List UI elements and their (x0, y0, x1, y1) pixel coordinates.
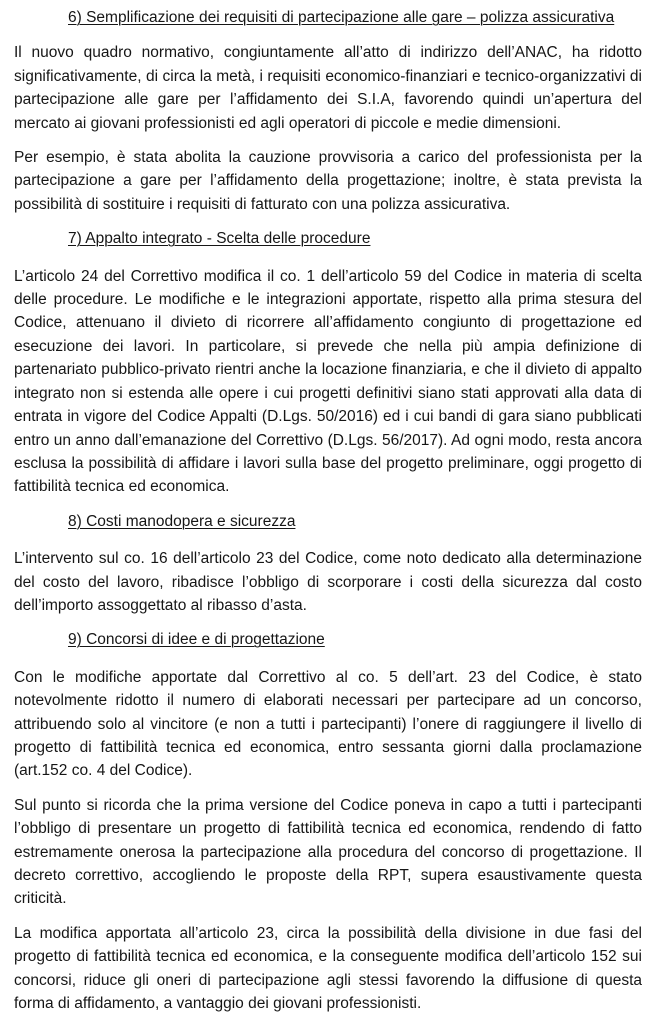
section-heading: 7) Appalto integrato - Scelta delle procedure (68, 230, 371, 248)
paragraph: Il nuovo quadro normativo, congiuntamente all’atto di indirizzo dell’ANAC, ha ridotto significativamente, di circa la metà, i requisiti economico-finanziari e tecnico-organizzativi di partecipazione alle gare per l’affidamento dei S.I.A, favorendo quindi un’apertura del mercato ai giovani professionisti ed agli operatori di piccole e medie dimensioni. (14, 44, 642, 132)
section-7-appalto-integrato (14, 227, 642, 498)
paragraph: Sul punto si ricorda che la prima versione del Codice poneva in capo a tutti i partecipanti l’obbligo di presentare un progetto di fattibilità tecnica ed economica, rendendo di fatto estremamente onerosa la partecipazione alla procedura del concorso di progettazione. Il decreto correttivo, accogliendo le proposte della RPT, supera esaustivamente questa criticità. (14, 796, 642, 908)
section-heading: 8) Costi manodopera e sicurezza (68, 512, 296, 530)
paragraph: L’intervento sul co. 16 dell’articolo 23 del Codice, come noto dedicato alla determinazione del costo del lavoro, ribadisce l’obbligo di scorporare i costi della sicurezza dal costo dell’importo assoggettato al ribasso d’asta. (14, 550, 642, 614)
paragraph: Con le modifiche apportate dal Correttivo al co. 5 dell’art. 23 del Codice, è stato notevolmente ridotto il numero di elaborati necessari per partecipare ad un concorso, attribuendo solo al vincitore (e non a tutti i partecipanti) l’onere di raggiungere il livello di progetto di fattibilità tecnica ed economica, entro sessanta giorni dalla proclamazione (art.152 co. 4 del Codice). (14, 668, 642, 780)
paragraph: L’articolo 24 del Correttivo modifica il co. 1 dell’articolo 59 del Codice in materia di scelta delle procedure. Le modifiche e le integrazioni apportate, rispetto alla prima stesura del Codice, attenuano il divieto di ricorrere all’affidamento congiunto di progettazione ed esecuzione dei lavori. In particolare, si prevede che nella più ampia definizione di partenariato pubblico-privato rientri anche la locazione finanziaria, e che il divieto di appalto integrato non si estenda alle opere i cui progetti definitivi siano stati approvati alla data di entrata in vigore del Codice Appalti (D.Lgs. 50/2016) ed i cui bandi di gara siano pubblicati entro un anno dall’emanazione del Correttivo (D.Lgs. 56/2017). Ad ogni modo, resta ancora esclusa la possibilità di affidare i lavori sulla base del progetto preliminare, oggi progetto di fattibilità tecnica ed economica. (14, 267, 642, 496)
paragraph: La modifica apportata all’articolo 23, circa la possibilità della divisione in due fasi del progetto di fattibilità tecnica ed economica, e la conseguente modifica dell’articolo 152 sui concorsi, riduce gli oneri di partecipazione agli stessi favorendo la diffusione di questa forma di affidamento, a vantaggio dei giovani professionisti. (14, 924, 642, 1013)
document-page (14, 6, 642, 1026)
section-heading: 9) Concorsi di idee e di progettazione (68, 631, 325, 649)
section-6-semplificazione (14, 6, 642, 216)
section-8-costi-manodopera (14, 510, 642, 618)
section-heading: 6) Semplificazione dei requisiti di partecipazione alle gare – polizza assicurativa (68, 9, 615, 26)
paragraph: Per esempio, è stata abolita la cauzione provvisoria a carico del professionista per la partecipazione a gare per l’affidamento della progettazione; inoltre, è stata prevista la possibilità di sostituire i requisiti di fatturato con una polizza assicurativa. (14, 149, 642, 213)
section-9-concorsi (14, 628, 642, 1015)
